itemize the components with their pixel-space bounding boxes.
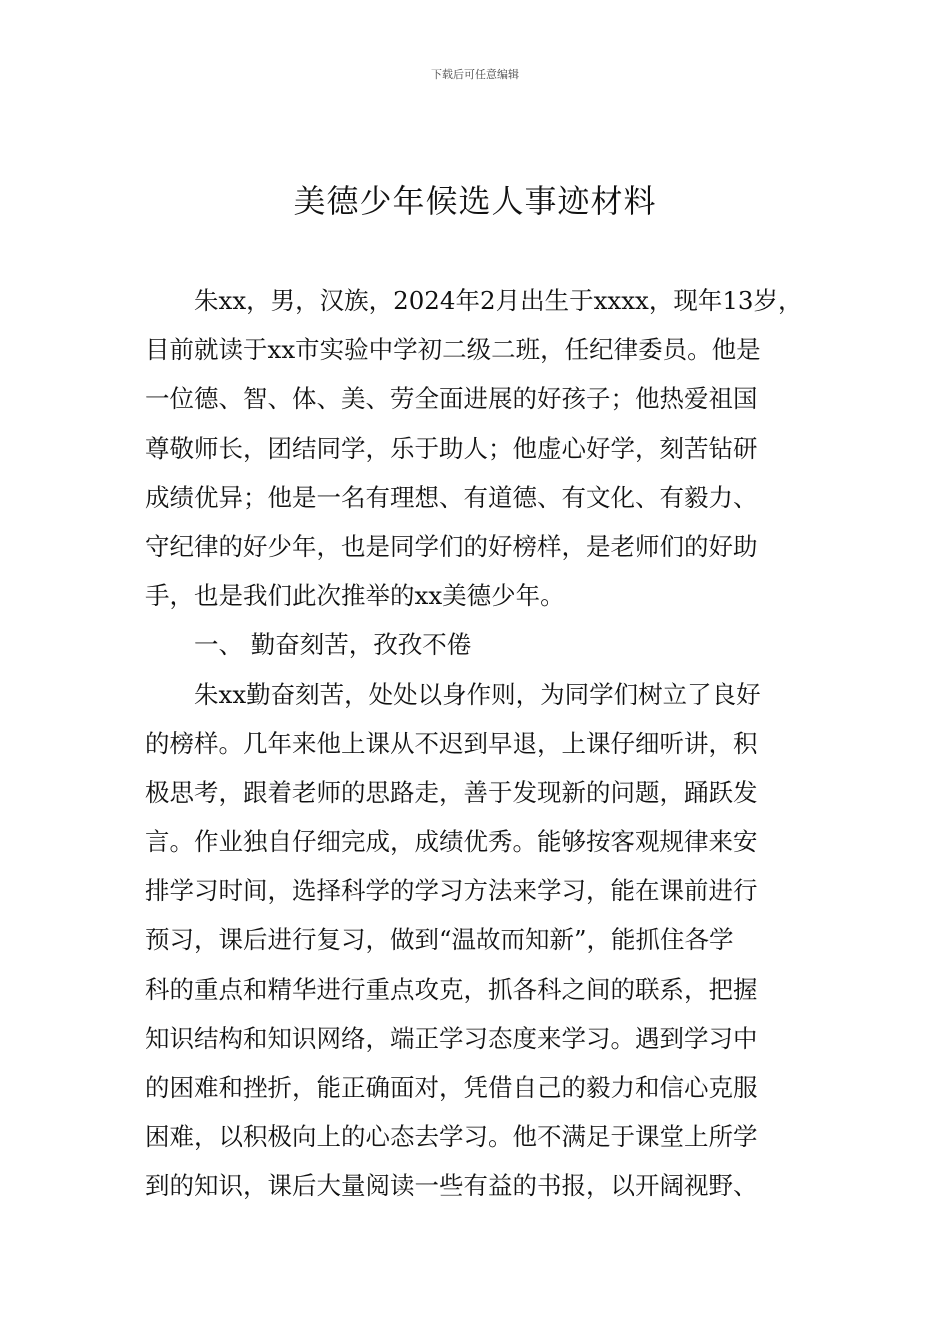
header-note: 下载后可任意编辑 [431, 68, 519, 81]
body-line: 朱xx勤奋刻苦，处处以身作则，为同学们树立了良好 [194, 679, 761, 709]
section-heading: 一、 勤奋刻苦，孜孜不倦 [194, 630, 472, 660]
body-line: 一位德、智、体、美、劳全面进展的好孩子；他热爱祖国 [145, 384, 758, 414]
body-line: 的困难和挫折，能正确面对，凭借自己的毅力和信心克服 [145, 1073, 758, 1102]
body-line: 困难，以积极向上的心态去学习。他不满足于课堂上所学 [145, 1122, 758, 1152]
body-line: 守纪律的好少年，也是同学们的好榜样，是老师们的好助 [145, 531, 758, 561]
document-body [145, 276, 810, 1211]
body-line: 目前就读于xx市实验中学初二级二班，任纪律委员。他是 [145, 335, 761, 365]
body-line: 排学习时间，选择科学的学习方法来学习，能在课前进行 [145, 876, 758, 906]
body-line: 手，也是我们此次推举的xx美德少年。 [145, 581, 565, 611]
body-line: 到的知识，课后大量阅读一些有益的书报，以开阔视野、 [145, 1171, 758, 1201]
body-line: 尊敬师长，团结同学，乐于助人；他虚心好学，刻苦钻研 [145, 433, 758, 463]
body-line: 朱xx，男，汉族，2024年2月出生于xxxx，现年13岁， [194, 286, 803, 315]
body-line: 预习，课后进行复习，做到“温故而知新”，能抓住各学 [145, 925, 734, 955]
body-line: 极思考，跟着老师的思路走，善于发现新的问题，踊跃发 [145, 777, 758, 807]
body-line: 知识结构和知识网络，端正学习态度来学习。遇到学习中 [145, 1023, 758, 1053]
body-line: 言。作业独自仔细完成，成绩优秀。能够按客观规律来安 [145, 827, 758, 857]
body-line: 科的重点和精华进行重点攻克，抓各科之间的联系，把握 [145, 974, 758, 1004]
body-line: 的榜样。几年来他上课从不迟到早退，上课仔细听讲，积 [145, 728, 758, 758]
document-title: 美德少年候选人事迹材料 [293, 182, 657, 220]
body-line: 成绩优异；他是一名有理想、有道德、有文化、有毅力、 [145, 482, 758, 512]
